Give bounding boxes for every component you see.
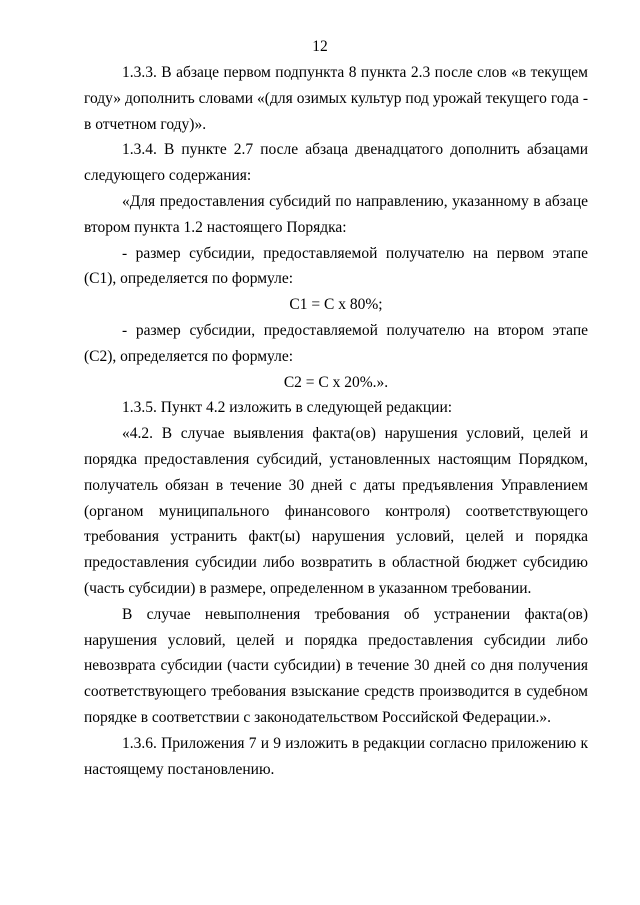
paragraph-stage-two: - размер субсидии, предоставляемой получателю на втором этапе (С2), определяется по формуле: bbox=[84, 321, 588, 365]
formula-c1: С1 = С х 80%; bbox=[289, 296, 383, 314]
paragraph-non-fulfillment: В случае невыполнения требования об устранении факта(ов) нарушения условий, целей и порядка предоставления субсидии либо невозврата субсидии (части субсидии) в течение 30 дней со дня получения соответствующего требования взыскание средств производится в судебном порядке в соответствии с законодательством Российской Федерации.». bbox=[84, 605, 588, 726]
page-number: 12 bbox=[312, 38, 328, 55]
paragraph-1-3-5: 1.3.5. Пункт 4.2 изложить в следующей редакции: bbox=[122, 399, 453, 417]
paragraph-1-3-3: 1.3.3. В абзаце первом подпункта 8 пункта 2.3 после слов «в текущем году» дополнить словами «(для озимых культур под урожай текущего года - в отчетном году)». bbox=[84, 64, 588, 133]
paragraph-1-3-6: 1.3.6. Приложения 7 и 9 изложить в редакции согласно приложению к настоящему постановлению. bbox=[84, 734, 588, 778]
paragraph-4-2: «4.2. В случае выявления факта(ов) нарушения условий, целей и порядка предоставления субсидий, установленных настоящим Порядком, получатель обязан в течение 30 дней с даты предъявления Управлением (органом муниципального финансового контроля) соответствующего требования устранить факт(ы) нарушения условий, целей и порядка предоставления субсидии либо возвратить в областной бюджет субсидию (часть субсидии) в размере, определенном в указанном требовании. bbox=[84, 425, 588, 597]
formula-c2: С2 = С х 20%.». bbox=[283, 373, 389, 391]
paragraph-1-3-4: 1.3.4. В пункте 2.7 после абзаца двенадцатого дополнить абзацами следующего содержания: bbox=[84, 141, 588, 185]
paragraph-quote-intro: «Для предоставления субсидий по направлению, указанному в абзаце втором пункта 1.2 настоящего Порядка: bbox=[84, 192, 588, 236]
paragraph-stage-one: - размер субсидии, предоставляемой получателю на первом этапе (С1), определяется по формуле: bbox=[84, 244, 588, 288]
document-body bbox=[84, 60, 588, 782]
